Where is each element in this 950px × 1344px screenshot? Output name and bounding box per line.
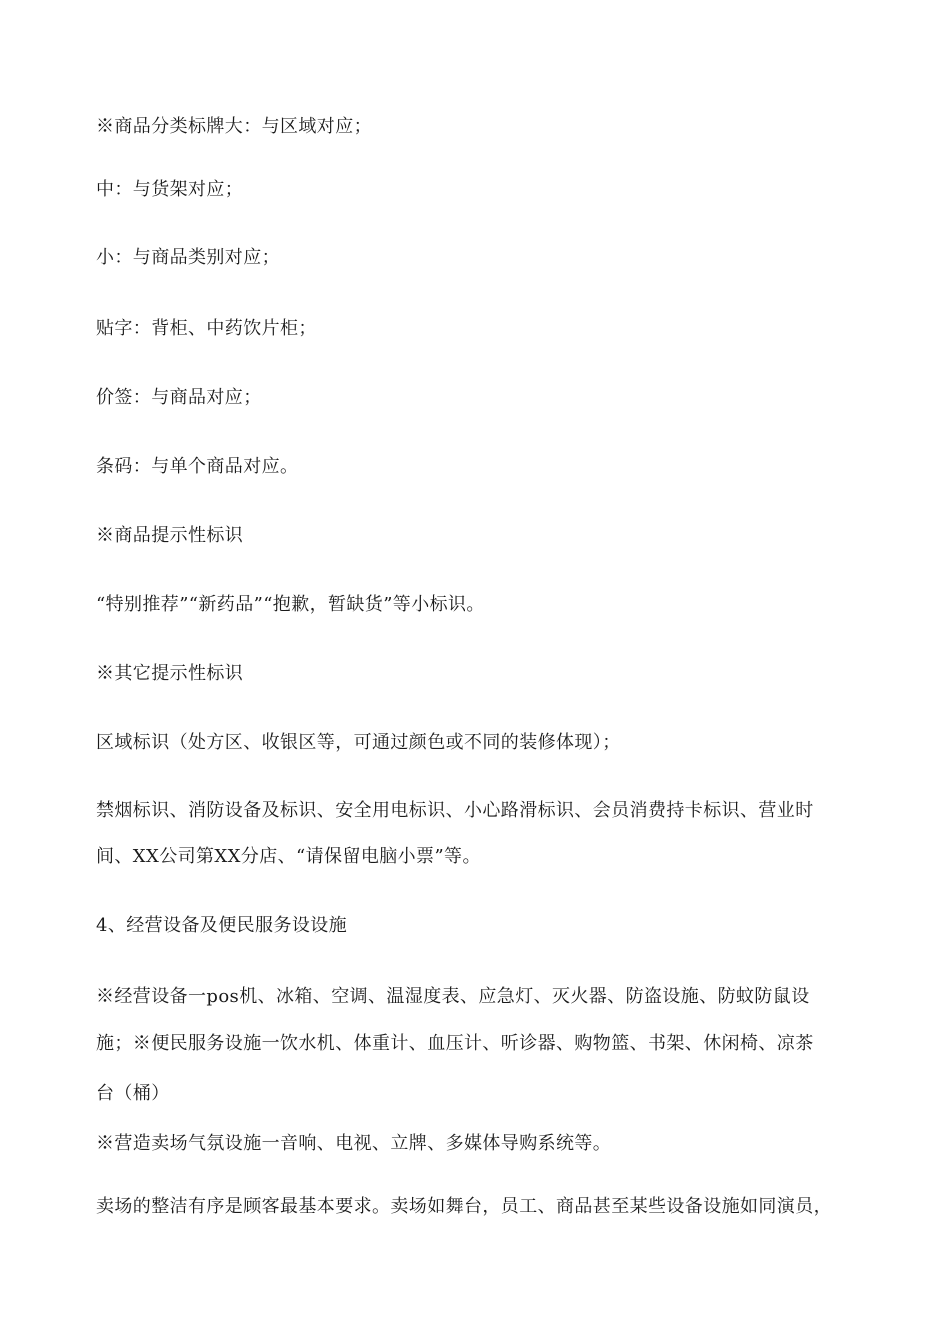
text-line: 卖场的整洁有序是顾客最基本要求。卖场如舞台，员工、商品甚至某些设备设施如同演员， xyxy=(96,1196,832,1217)
text-line: ※其它提示性标识 xyxy=(96,663,244,684)
text-line: 区域标识（处方区、收银区等，可通过颜色或不同的装修体现）； xyxy=(96,732,621,753)
text-line: 价签：与商品对应； xyxy=(96,387,262,408)
text-line: 施；※便民服务设施一饮水机、体重计、血压计、听诊器、购物篮、书架、休闲椅、凉茶 xyxy=(96,1033,814,1054)
text-line: ※商品分类标牌大：与区域对应； xyxy=(96,116,372,137)
text-line: 小：与商品类别对应； xyxy=(96,247,280,268)
text-line: ※商品提示性标识 xyxy=(96,525,244,546)
text-line: 中：与货架对应； xyxy=(96,179,244,200)
section-heading: 4、经营设备及便民服务设设施 xyxy=(96,915,348,936)
text-line: 条码：与单个商品对应。 xyxy=(96,456,299,477)
text-line: “特别推荐”“新药品”“抱歉，暂缺货”等小标识。 xyxy=(96,594,485,615)
text-line: 贴字：背柜、中药饮片柜； xyxy=(96,318,317,339)
text-line: 禁烟标识、消防设备及标识、安全用电标识、小心路滑标识、会员消费持卡标识、营业时 xyxy=(96,800,814,821)
text-line: 间、XX公司第XX分店、“请保留电脑小票”等。 xyxy=(96,846,481,867)
text-line: ※营造卖场气氛设施一音响、电视、立牌、多媒体导购系统等。 xyxy=(96,1133,612,1154)
text-line: ※经营设备一pos机、冰箱、空调、温湿度表、应急灯、灭火器、防盗设施、防蚊防鼠设 xyxy=(96,986,810,1007)
text-line: 台（桶） xyxy=(96,1083,170,1104)
